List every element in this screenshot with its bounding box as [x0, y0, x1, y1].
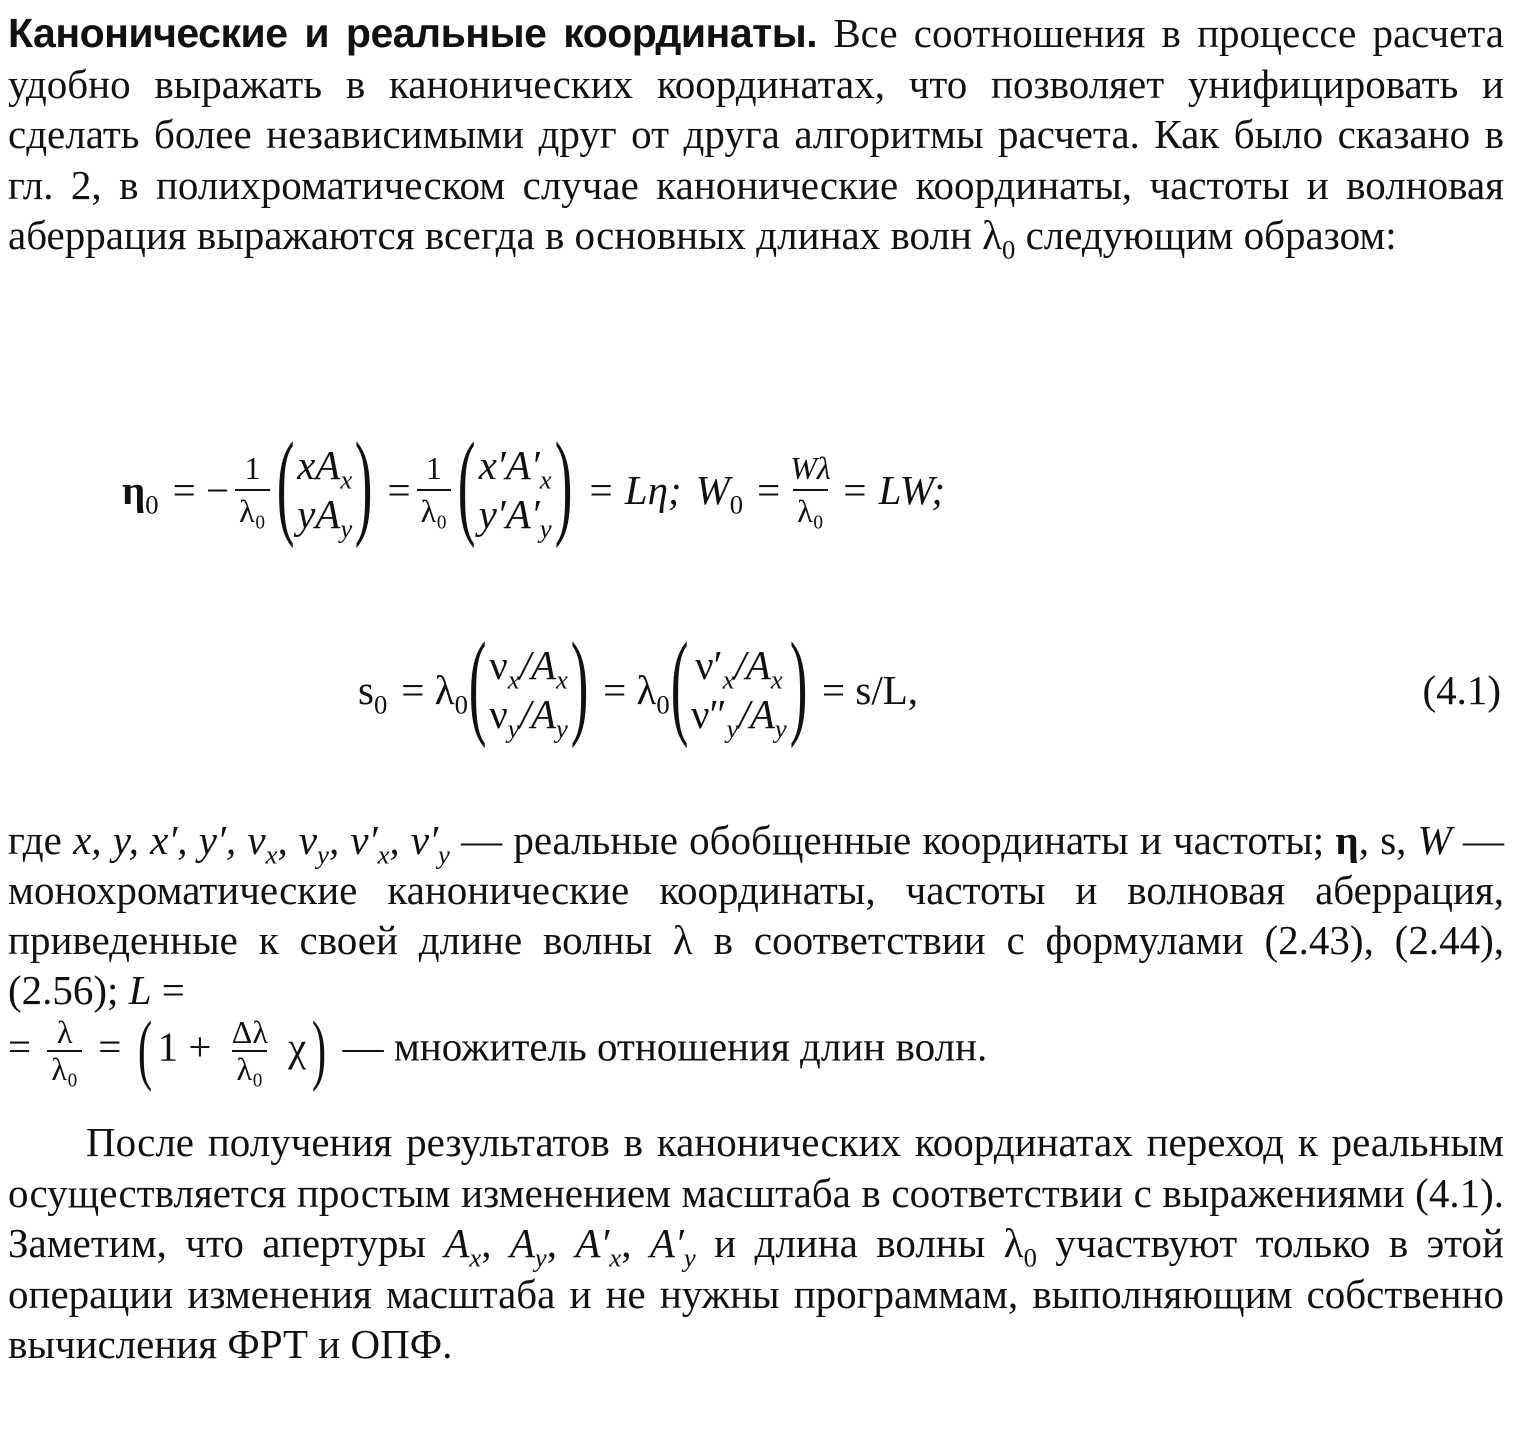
- equation-s0: [0, 618, 1537, 750]
- w0-symbol: $W_0$: [695, 467, 744, 520]
- fraction-dlambda-over-lambda0: $\frac{\Delta\lambda}{\text{λ₀}}$: [231, 1014, 268, 1088]
- fraction-w-lambda: $\frac{W\lambda}{\text{λ₀}}$: [790, 450, 831, 529]
- eq1-equals: =: [387, 467, 411, 513]
- paragraph-scaling: После получения результатов в канонических координатах переход к реальным осуществляется простым изменением масштаба в соответствии с выражениями (4.1). Заметим, что апертуры $A_x$, $A_y$, $A'_x$, $A'_y$ и длина волны $\lambda_0$ участвуют только в этой операции изменения масштаба и не нужны программам, выполняющим собственно вычисления ФРТ и ОПФ.: [8, 1119, 1505, 1367]
- aperture-apy: $A'_y$: [649, 1220, 696, 1273]
- chi-symbol: χ: [288, 1023, 307, 1070]
- section-heading: Канонические и реальные координаты.: [8, 10, 818, 56]
- aperture-apx: $A'_x$: [575, 1220, 622, 1273]
- intro-tail: следующим образом:: [1015, 212, 1397, 258]
- lambda-symbol: λ: [672, 917, 693, 963]
- paragraph-definitions: где x, y, x′, y′, $\nu_x$, $\nu_y$, $\nu'_x$, $\nu'_y$ — реальные обобщенные координаты и частоты; η, s, W — монохроматические канонические координаты, частоты и волновая аберрация, приведенные к своей длине волны λ в соответствии с формулами (2.43), (2.44), (2.56); L = = $\frac{\lambda}{\text{λ₀}}$ = ( 1 + $\frac{\Delta\lambda}{\text{λ₀}}$ χ) — множитель отношения длин волн.: [8, 817, 1504, 1092]
- s-symbol: s: [1380, 817, 1397, 863]
- real-variables: x, y, x′, y′, $\nu_x$, $\nu_y$, $\nu'_x$, $\nu'_y$: [73, 817, 450, 870]
- fraction-lambda-over-lambda0: $\frac{\lambda}{\text{λ₀}}$: [47, 1015, 82, 1087]
- eq1-L-eta: = Lη;: [586, 467, 682, 513]
- aperture-ax: $A_x$: [444, 1220, 482, 1273]
- eq1-LW: = LW;: [840, 467, 946, 513]
- equation-eta-w: [0, 418, 1537, 550]
- aperture-ay: $A_y$: [509, 1220, 547, 1273]
- eq1-equals-b: =: [757, 467, 781, 513]
- eq2-lambda-b: = $\lambda_0$: [603, 667, 670, 720]
- eq2-lambda: = $\lambda_0$: [401, 667, 468, 720]
- eta0-symbol: $\eta_0$: [122, 467, 159, 520]
- s0-symbol: $s_0$: [358, 667, 388, 720]
- intro-text: Все соотношения в процессе расчета удобно выражать в канонических координатах, что позволяет унифицировать и сделать более независимыми друг от друга алгоритмы расчета. Как было сказано в гл. 2, в полихроматическом случае канонические координаты, частоты и волновая аберрация выражаются всегда в основных длинах волн λ: [8, 10, 1504, 258]
- eq1-minus: = −: [172, 467, 230, 513]
- vector-xA-yA: ( $xA_x$ $yA_y$ ): [276, 418, 373, 549]
- vector-primed: ( $x'A'_x$ $y'A'_y$ ): [458, 418, 573, 549]
- eta-bold: η: [1335, 817, 1359, 863]
- paragraph-intro: [8, 8, 1504, 265]
- vector-nu: ( $\nu_x/A_x$ $\nu_y/A_y$ ): [468, 618, 589, 749]
- eq2-s-over-L: = s/L,: [822, 667, 919, 713]
- fraction-1-over-lambda0-b: $\frac{1}{\text{λ₀}}$: [417, 450, 452, 530]
- fraction-1-over-lambda0: $\frac{1}{\text{λ₀}}$: [235, 450, 270, 530]
- w-symbol: W: [1417, 817, 1452, 863]
- lambda-subscript: 0: [1002, 234, 1016, 265]
- equation-number: (4.1): [1422, 667, 1501, 713]
- L-symbol: L: [128, 967, 152, 1013]
- vector-nu-primed: ( $\nu'_x/A_x$ $\nu''_y/A_y$ ): [670, 618, 808, 749]
